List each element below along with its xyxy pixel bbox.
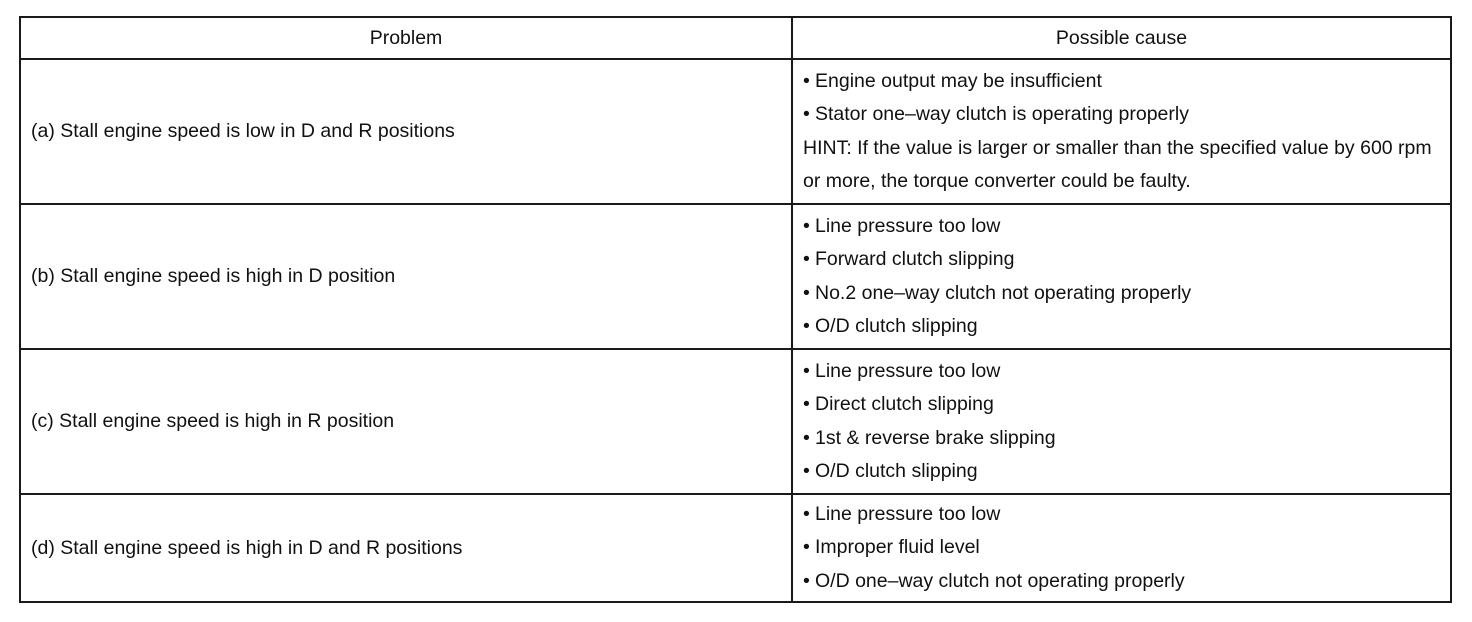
cause-text: O/D clutch slipping <box>815 314 978 337</box>
cause-item <box>803 455 1440 488</box>
bullet-icon: • <box>803 503 810 526</box>
cause-text: No.2 one–way clutch not operating properly <box>815 281 1192 304</box>
cause-text: 1st & reverse brake slipping <box>815 426 1056 449</box>
bullet-icon: • <box>803 569 810 592</box>
stall-test-table <box>19 16 1452 603</box>
bullet-icon: • <box>803 393 810 416</box>
cause-cell <box>792 349 1451 494</box>
cause-text: Engine output may be insufficient <box>815 69 1102 92</box>
problem-cell: (b) Stall engine speed is high in D position <box>20 204 792 349</box>
cause-item <box>803 531 1440 564</box>
cause-cell <box>792 494 1451 602</box>
table-row <box>20 59 1451 204</box>
cause-text: Line pressure too low <box>815 359 1001 382</box>
bullet-icon: • <box>803 248 810 271</box>
header-problem: Problem <box>20 17 792 59</box>
problem-cell: (c) Stall engine speed is high in R position <box>20 349 792 494</box>
cause-cell <box>792 59 1451 204</box>
cause-item <box>803 243 1440 276</box>
cause-item <box>803 498 1440 531</box>
cause-item <box>803 388 1440 421</box>
cause-item <box>803 422 1440 455</box>
cause-item <box>803 565 1440 598</box>
problem-cell: (a) Stall engine speed is low in D and R positions <box>20 59 792 204</box>
header-possible-cause: Possible cause <box>792 17 1451 59</box>
problem-cell: (d) Stall engine speed is high in D and R positions <box>20 494 792 602</box>
cause-item <box>803 98 1440 131</box>
bullet-icon: • <box>803 536 810 559</box>
cause-text: Line pressure too low <box>815 503 1001 526</box>
table-row <box>20 349 1451 494</box>
cause-item <box>803 277 1440 310</box>
cause-text: Forward clutch slipping <box>815 248 1015 271</box>
table-row <box>20 204 1451 349</box>
cause-item <box>803 210 1440 243</box>
cause-text: Line pressure too low <box>815 214 1001 237</box>
cause-text: Direct clutch slipping <box>815 393 994 416</box>
bullet-icon: • <box>803 281 810 304</box>
bullet-icon: • <box>803 69 810 92</box>
cause-text: O/D one–way clutch not operating properly <box>815 569 1185 592</box>
cause-item <box>803 65 1440 98</box>
cause-text: Improper fluid level <box>815 536 980 559</box>
cause-item <box>803 310 1440 343</box>
bullet-icon: • <box>803 103 810 126</box>
cause-text: Stator one–way clutch is operating properly <box>815 103 1189 126</box>
bullet-icon: • <box>803 359 810 382</box>
bullet-icon: • <box>803 426 810 449</box>
hint-text: HINT: If the value is larger or smaller than the specified value by 600 rpm or more, the torque converter could be faulty. <box>803 136 1432 192</box>
cause-item <box>803 355 1440 388</box>
table-row <box>20 494 1451 602</box>
bullet-icon: • <box>803 459 810 482</box>
bullet-icon: • <box>803 314 810 337</box>
bullet-icon: • <box>803 214 810 237</box>
cause-text: O/D clutch slipping <box>815 459 978 482</box>
cause-cell <box>792 204 1451 349</box>
header-row <box>20 17 1451 59</box>
